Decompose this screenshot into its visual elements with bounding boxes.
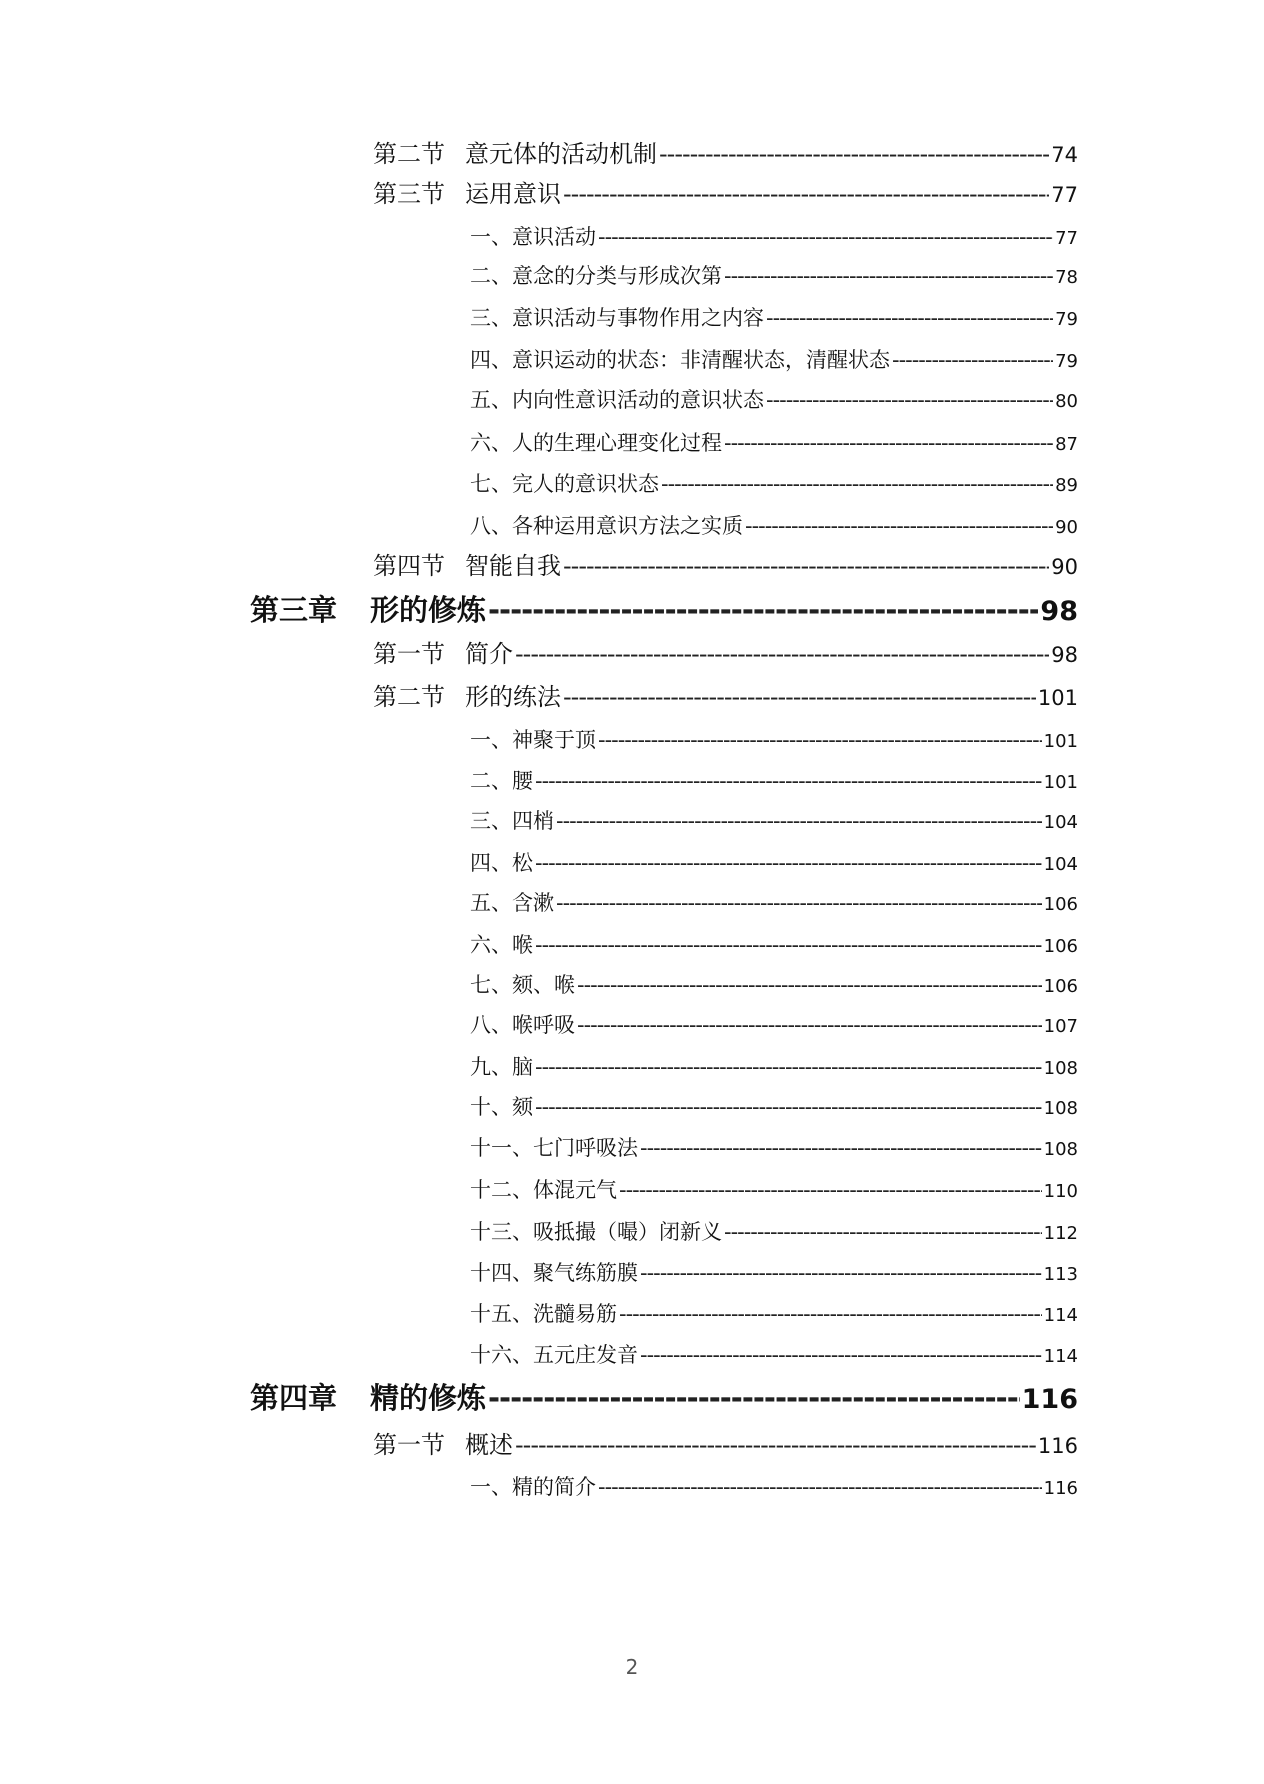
toc-item-entry[interactable] [470,344,1078,374]
dot-leader [598,728,1042,752]
toc-section-entry[interactable] [373,634,1078,668]
toc-entry-page: 108 [1043,1098,1078,1119]
toc-entry-page: 112 [1043,1223,1078,1244]
toc-entry-title: 五、含漱 [470,891,554,915]
dot-leader [535,769,1042,793]
toc-entry-page: 107 [1043,1016,1078,1037]
toc-entry-page: 106 [1043,894,1078,915]
toc-chapter-entry[interactable] [250,1376,1078,1416]
toc-entry-title: 智能自我 [465,552,561,580]
toc-entry-page: 79 [1055,351,1078,372]
toc-entry-label [470,887,554,917]
toc-item-entry[interactable] [470,1339,1078,1369]
toc-entry-title: 四、松 [470,851,533,875]
toc-entry-label [470,302,764,332]
toc-item-entry[interactable] [470,1298,1078,1328]
dot-leader [535,1095,1042,1119]
dot-leader [556,891,1042,915]
toc-entry-label [470,1174,617,1204]
toc-entry-page: 98 [1051,643,1078,667]
toc-entry-title: 二、腰 [470,769,533,793]
toc-entry-label [470,1132,638,1162]
toc-entry-title: 概述 [465,1431,513,1459]
dot-leader [563,683,1036,711]
toc-entry-label [470,468,659,498]
toc-entry-title: 运用意识 [465,180,561,208]
toc-item-entry[interactable] [470,221,1078,251]
dot-leader [535,1055,1042,1079]
toc-entry-title: 三、四梢 [470,809,554,833]
toc-entry-label [250,1376,486,1417]
toc-entry-number: 第三节 [373,180,445,208]
toc-item-entry[interactable] [470,510,1078,540]
toc-entry-label [373,134,657,169]
toc-item-entry[interactable] [470,805,1078,835]
toc-entry-title: 意元体的活动机制 [465,140,657,168]
toc-entry-page: 101 [1043,731,1078,752]
toc-entry-page: 89 [1055,475,1078,496]
toc-entry-page: 116 [1043,1478,1078,1499]
toc-entry-title: 七、完人的意识状态 [470,472,659,496]
toc-entry-label [470,221,596,251]
toc-entry-page: 101 [1037,686,1078,710]
toc-entry-title: 一、意识活动 [470,225,596,249]
toc-entry-label [470,1091,533,1121]
dot-leader [640,1136,1042,1160]
toc-entry-label [470,1471,596,1501]
toc-entry-label [373,174,561,209]
toc-entry-title: 一、神聚于顶 [470,728,596,752]
toc-entry-label [470,1051,533,1081]
toc-entry-label [470,260,722,290]
toc-entry-number: 第一节 [373,640,445,668]
toc-entry-label [470,427,722,457]
toc-item-entry[interactable] [470,260,1078,290]
toc-entry-title: 十二、体混元气 [470,1178,617,1202]
toc-entry-page: 90 [1051,555,1078,579]
toc-entry-title: 五、内向性意识活动的意识状态 [470,388,764,412]
toc-entry-label [470,1339,638,1369]
toc-entry-page: 74 [1051,143,1078,167]
toc-item-entry[interactable] [470,1091,1078,1121]
toc-entry-title: 简介 [465,640,513,668]
toc-entry-label [470,1257,638,1287]
toc-entry-title: 形的练法 [465,683,561,711]
toc-entry-page: 106 [1043,936,1078,957]
toc-entry-page: 87 [1055,434,1078,455]
toc-item-entry[interactable] [470,765,1078,795]
toc-item-entry[interactable] [470,1257,1078,1287]
dot-leader [488,1381,1020,1415]
toc-entry-label [470,929,533,959]
toc-entry-label [470,1216,722,1246]
toc-entry-number: 第四章 [250,1381,338,1415]
dot-leader [619,1178,1042,1202]
toc-entry-label [470,847,533,877]
toc-chapter-entry[interactable] [250,588,1078,628]
toc-entry-label [470,969,575,999]
toc-item-entry[interactable] [470,1051,1078,1081]
toc-entry-page: 78 [1055,267,1078,288]
page-number: 2 [625,1655,639,1679]
toc-entry-title: 形的修炼 [370,593,487,627]
dot-leader [745,514,1053,538]
toc-section-entry[interactable] [373,677,1078,711]
toc-entry-page: 113 [1043,1264,1078,1285]
toc-entry-title: 十三、吸抵撮（嘬）闭新义 [470,1220,722,1244]
toc-entry-page: 110 [1043,1181,1078,1202]
toc-entry-title: 三、意识活动与事物作用之内容 [470,306,764,330]
dot-leader [766,388,1053,412]
dot-leader [724,431,1053,455]
toc-entry-label [470,724,596,754]
toc-entry-page: 114 [1043,1346,1078,1367]
dot-leader [661,472,1053,496]
toc-entry-label [373,1425,513,1460]
toc-entry-page: 114 [1043,1305,1078,1326]
dot-leader [577,973,1042,997]
toc-entry-label [373,634,513,669]
toc-entry-page: 108 [1043,1058,1078,1079]
toc-entry-number: 第四节 [373,552,445,580]
dot-leader [563,180,1049,208]
toc-entry-label [250,588,486,629]
toc-entry-title: 十四、聚气练筋膜 [470,1261,638,1285]
toc-entry-page: 116 [1037,1434,1078,1458]
toc-item-entry[interactable] [470,384,1078,414]
dot-leader [598,225,1053,249]
dot-leader [640,1261,1042,1285]
dot-leader [556,809,1042,833]
toc-section-entry[interactable] [373,546,1078,580]
dot-leader [515,640,1049,668]
toc-entry-page: 108 [1043,1139,1078,1160]
toc-entry-number: 第三章 [250,593,338,627]
toc-item-entry[interactable] [470,302,1078,332]
toc-section-entry[interactable] [373,1425,1078,1459]
toc-entry-title: 二、意念的分类与形成次第 [470,264,722,288]
toc-entry-title: 四、意识运动的状态：非清醒状态，清醒状态 [470,348,890,372]
toc-entry-page: 80 [1055,391,1078,412]
toc-item-entry[interactable] [470,969,1078,999]
toc-item-entry[interactable] [470,1174,1078,1204]
toc-section-entry[interactable] [373,134,1078,168]
toc-entry-title: 九、脑 [470,1055,533,1079]
toc-entry-number: 第一节 [373,1431,445,1459]
toc-entry-title: 十五、洗髓易筋 [470,1302,617,1326]
toc-entry-title: 八、各种运用意识方法之实质 [470,514,743,538]
toc-item-entry[interactable] [470,1471,1078,1501]
toc-item-entry[interactable] [470,427,1078,457]
toc-entry-page: 116 [1021,1384,1078,1415]
toc-entry-title: 十六、五元庄发音 [470,1343,638,1367]
toc-item-entry[interactable] [470,1216,1078,1246]
dot-leader [535,933,1042,957]
toc-entry-page: 98 [1040,596,1078,627]
toc-item-entry[interactable] [470,1132,1078,1162]
dot-leader [659,140,1049,168]
dot-leader [488,593,1038,627]
dot-leader [577,1013,1042,1037]
dot-leader [724,264,1053,288]
toc-entry-page: 77 [1055,228,1078,249]
dot-leader [619,1302,1042,1326]
dot-leader [515,1431,1036,1459]
toc-entry-label [470,384,764,414]
toc-entry-page: 77 [1051,183,1078,207]
toc-entry-label [373,546,561,581]
toc-entry-label [470,510,743,540]
toc-entry-number: 第二节 [373,683,445,711]
dot-leader [766,306,1053,330]
toc-entry-title: 六、喉 [470,933,533,957]
toc-entry-title: 十一、七门呼吸法 [470,1136,638,1160]
toc-item-entry[interactable] [470,847,1078,877]
dot-leader [640,1343,1042,1367]
dot-leader [535,851,1042,875]
toc-entry-label [470,344,890,374]
toc-entry-title: 八、喉呼吸 [470,1013,575,1037]
toc-entry-label [470,1009,575,1039]
toc-item-entry[interactable] [470,929,1078,959]
toc-entry-page: 104 [1043,854,1078,875]
toc-entry-title: 六、人的生理心理变化过程 [470,431,722,455]
toc-item-entry[interactable] [470,1009,1078,1039]
toc-entry-label [470,805,554,835]
toc-entry-title: 一、精的简介 [470,1475,596,1499]
toc-entry-page: 101 [1043,772,1078,793]
toc-entry-label [470,1298,617,1328]
toc-entry-page: 79 [1055,309,1078,330]
toc-entry-label [373,677,561,712]
toc-entry-title: 精的修炼 [370,1381,487,1415]
dot-leader [724,1220,1042,1244]
dot-leader [563,552,1049,580]
toc-entry-title: 七、颏、喉 [470,973,575,997]
toc-entry-number: 第二节 [373,140,445,168]
toc-entry-page: 104 [1043,812,1078,833]
toc-entry-label [470,765,533,795]
toc-item-entry[interactable] [470,887,1078,917]
dot-leader [598,1475,1042,1499]
toc-section-entry[interactable] [373,174,1078,208]
toc-item-entry[interactable] [470,468,1078,498]
toc-entry-title: 十、颏 [470,1095,533,1119]
toc-item-entry[interactable] [470,724,1078,754]
dot-leader [892,348,1053,372]
toc-entry-page: 90 [1055,517,1078,538]
toc-entry-page: 106 [1043,976,1078,997]
